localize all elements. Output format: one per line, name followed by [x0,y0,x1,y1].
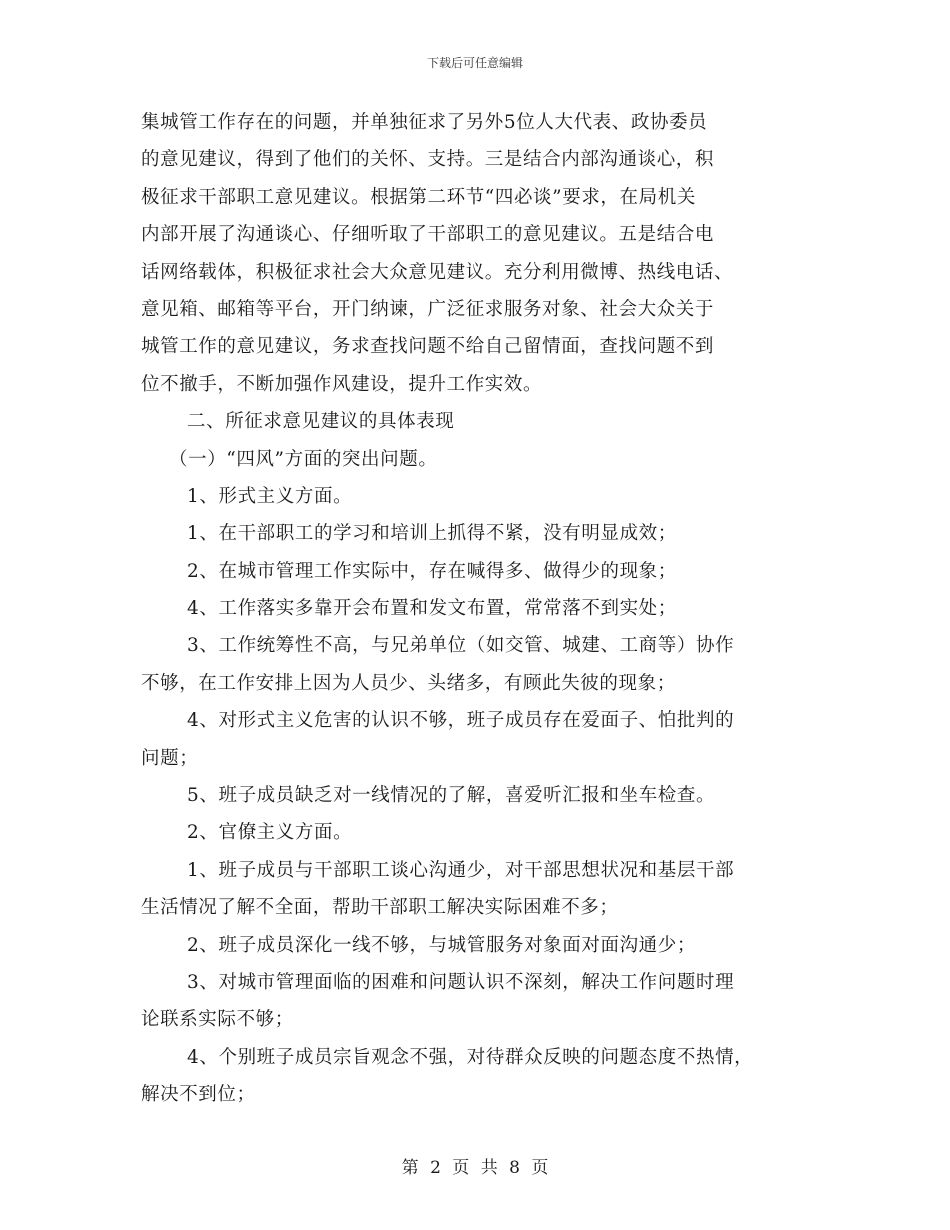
text-line: 1、形式主义方面。 [187,485,353,507]
text-line: （一）“四风”方面的突出问题。 [169,448,438,470]
text-line: 2、在城市管理工作实际中，存在喊得多、做得少的现象； [187,560,677,582]
text-line: 意见箱、邮箱等平台，开门纳谏，广泛征求服务对象、社会大众关于 [141,298,715,320]
text-line: 论联系实际不够； [141,1009,294,1031]
text-line: 3、工作统筹性不高，与兄弟单位（如交管、城建、工商等）协作 [187,635,735,657]
text-line: 二、所征求意见建议的具体表现 [187,411,455,433]
text-line: 不够，在工作安排上因为人员少、头绪多，有顾此失彼的现象； [141,672,676,694]
text-line: 内部开展了沟通谈心、仔细听取了干部职工的意见建议。五是结合电 [141,224,715,246]
text-line: 5、班子成员缺乏对一线情况的了解，喜爱听汇报和坐车检查。 [187,785,716,807]
text-line: 3、对城市管理面临的困难和问题认识不深刻，解决工作问题时理 [187,971,735,993]
page-footer: 第 2 页 共 8 页 [401,1158,549,1178]
text-line: 集城管工作存在的问题，并单独征求了另外5位人大代表、政协委员 [141,112,708,133]
text-line: 2、班子成员深化一线不够，与城管服务对象面对面沟通少； [187,934,696,956]
document-body [141,104,811,1114]
text-line: 生活情况了解不全面，帮助干部职工解决实际困难不多； [141,897,619,919]
text-line: 4、个别班子成员宗旨观念不强，对待群众反映的问题态度不热情， [187,1046,754,1068]
text-line: 1、在干部职工的学习和培训上抓得不紧，没有明显成效； [187,523,677,545]
text-line: 的意见建议，得到了他们的关怀、支持。三是结合内部沟通谈心，积 [141,149,715,171]
text-line: 极征求干部职工意见建议。根据第二环节“四必谈”要求，在局机关 [141,186,696,208]
page-header: 下载后可任意编辑 [426,56,523,70]
text-line: 话网络载体，积极征求社会大众意见建议。充分利用微博、热线电话、 [141,261,734,283]
text-line: 问题； [141,747,199,769]
text-line: 4、工作落实多靠开会布置和发文布置，常常落不到实处； [187,598,677,620]
text-line: 1、班子成员与干部职工谈心沟通少，对干部思想状况和基层干部 [187,859,735,881]
text-line: 解决不到位； [141,1084,256,1106]
text-line: 位不撤手，不断加强作风建设，提升工作实效。 [141,373,543,395]
text-line: 2、官僚主义方面。 [187,822,353,844]
text-line: 4、对形式主义危害的认识不够，班子成员存在爱面子、怕批判的 [187,710,735,732]
text-line: 城管工作的意见建议，务求查找问题不给自己留情面，查找问题不到 [141,336,715,358]
